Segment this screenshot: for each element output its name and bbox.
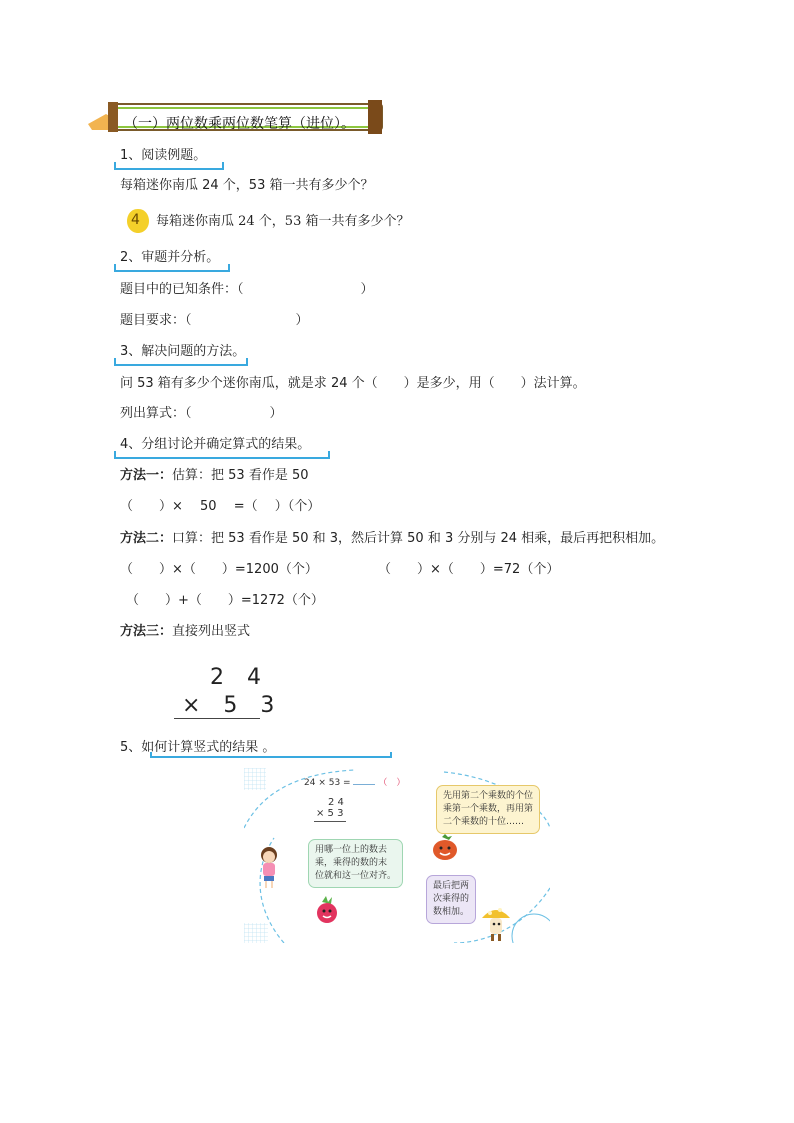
illus-vertical-top: 2 4 (328, 797, 344, 808)
method-2-equation-3: （ ）+（ ）=1272（个） (126, 593, 324, 608)
vertical-bottom-number: × 5 3 (182, 693, 283, 718)
section-1-heading: 1、阅读例题。 (120, 148, 207, 163)
illus-answer-blank: （ ） (378, 778, 406, 788)
textbook-illustration (244, 768, 550, 943)
illus-equation: 24 × 53 = (304, 778, 351, 788)
vertical-top-number: 2 4 (210, 665, 269, 690)
bubble-2-line-3: 位就和这一位对齐。 (315, 871, 397, 881)
question-text: 每箱迷你南瓜 24 个，53 箱一共有多少个？ (120, 178, 374, 193)
bubble-3-line-2: 次乘得的 (433, 894, 470, 904)
bubble-3-line-1: 最后把两 (433, 881, 470, 891)
bubble-1-line-3: 二个乘数的十位…… (443, 817, 525, 827)
illus-vertical-line (314, 821, 346, 822)
method-3-text: 直接列出竖式 (172, 624, 251, 639)
method-3-label: 方法三： (120, 624, 173, 639)
example-text: 每箱迷你南瓜 24 个，53 箱一共有多少个？ (156, 214, 410, 229)
method-2-text: 口算：把 53 看作是 50 和 3，然后计算 50 和 3 分别与 24 相乘，最后再把积相加。 (172, 531, 665, 546)
method-1-equation: （ ）× 50 =（ ）（个） (120, 499, 321, 514)
method-2-label: 方法二： (120, 531, 173, 546)
method-2-equation-2: （ ）×（ ）=72（个） (378, 562, 560, 577)
speech-bubble-2 (308, 839, 403, 888)
section-5-underline (150, 752, 392, 758)
section-2-heading: 2、审题并分析。 (120, 250, 220, 265)
method-1-text: 估算：把 53 看作是 50 (172, 468, 309, 483)
question-requirement: 题目要求：（ ） (120, 313, 309, 328)
vertical-result-line (174, 718, 260, 719)
section-5-heading: 5、如何计算竖式的结果 。 (120, 740, 276, 755)
method-line-1: 问 53 箱有多少个迷你南瓜，就是求 24 个（ ）是多少，用（ ）法计算。 (120, 376, 586, 391)
bubble-2-line-1: 用哪一位上的数去 (315, 845, 388, 855)
example-number: 4 (131, 212, 140, 228)
tomato-character-icon (428, 834, 462, 864)
radish-character-icon (312, 896, 342, 926)
speech-bubble-3 (426, 875, 476, 924)
illus-vertical-bottom: × 5 3 (316, 808, 344, 819)
section-2-underline (114, 264, 230, 272)
bubble-3-line-3: 数相加。 (433, 907, 470, 917)
section-3-underline (114, 358, 248, 366)
speech-bubble-1 (436, 785, 540, 834)
method-2-equation-1: （ ）×（ ）=1200（个） (120, 562, 318, 577)
section-4-underline (114, 451, 330, 459)
bubble-1-line-1: 先用第二个乘数的个位 (443, 791, 534, 801)
known-conditions: 题目中的已知条件：（ ） (120, 282, 374, 297)
page-title: （一）两位数乘两位数笔算（进位）。 (124, 116, 355, 132)
mushroom-character-icon (480, 902, 512, 942)
girl-character-icon (256, 846, 282, 890)
section-4-heading: 4、分组讨论并确定算式的结果。 (120, 437, 311, 452)
section-3-heading: 3、解决问题的方法。 (120, 344, 246, 359)
bubble-1-line-2: 乘第一个乘数，再用第 (443, 804, 534, 814)
method-1-label: 方法一： (120, 468, 173, 483)
method-line-2: 列出算式：（ ） (120, 406, 283, 421)
section-1-underline (114, 162, 224, 170)
bubble-2-line-2: 乘，乘得的数的末 (315, 858, 388, 868)
